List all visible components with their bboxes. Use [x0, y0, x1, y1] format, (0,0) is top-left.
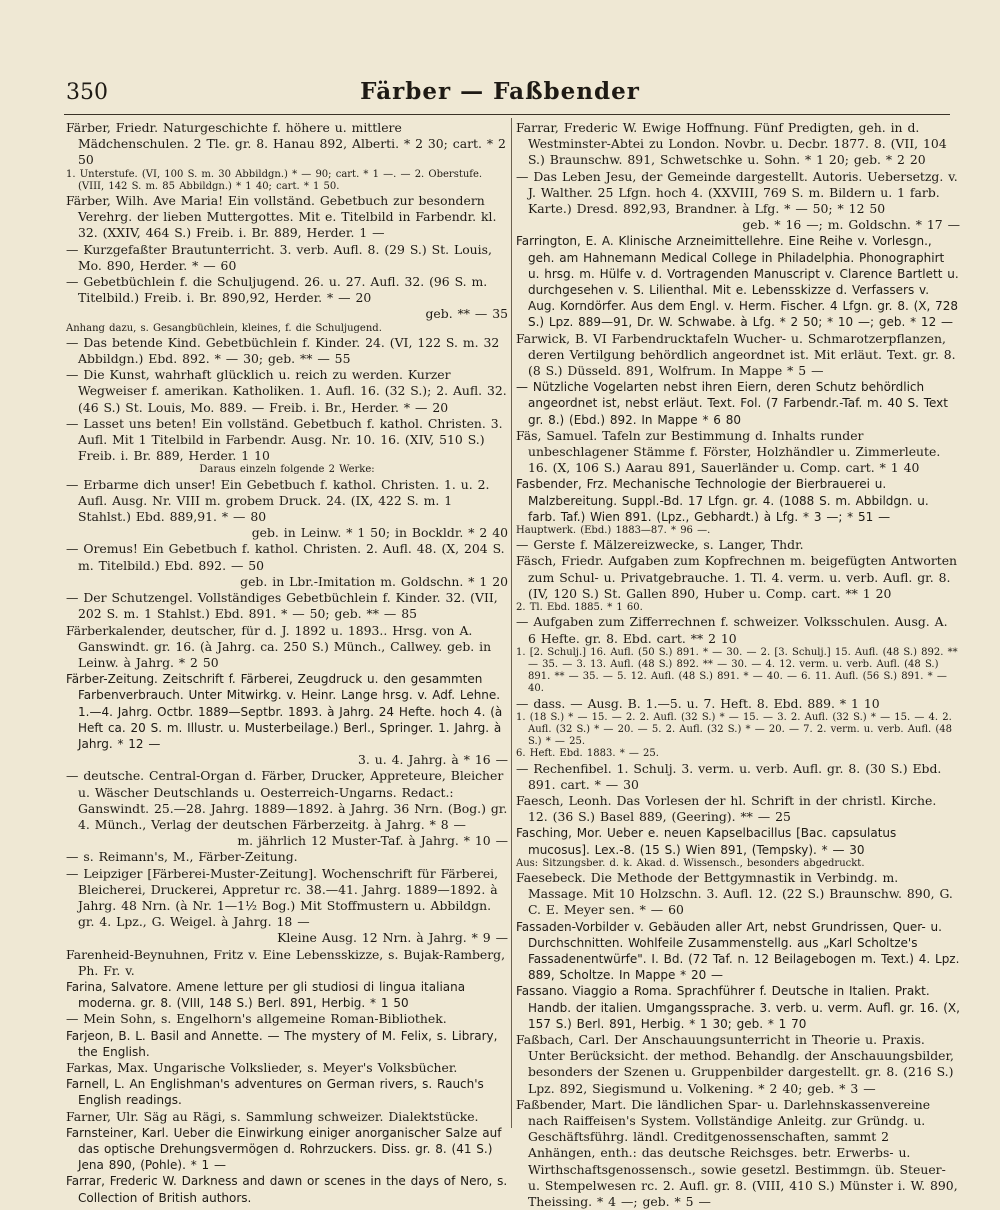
entry: Färber-Zeitung. Zeitschrift f. Färberei, Zeugdruck u. den gesammten Farbenverbrauch. Unter Mitwirkg. v. Heinr. Lange hrsg. v. Adf. Lehne. 1.—4. Jahrg. Octbr. 1889—Septbr. 1893. à Jahrg. 24 Hefte. hoch 4. (à Heft ca. 20 S. m. Illustr. u. Musterbeilage.) Berl., Springer. 1. Jahrg. à Jahrg. * 12 — — [66, 672, 503, 751]
page-number: 350 — [66, 80, 108, 105]
entry: Fasching, Mor. Ueber e. neuen Kapselbacillus [Bac. capsulatus mucosus]. Lex.-8. (15 S.) Wien 891, (Tempsky). * — 30 — [516, 826, 897, 857]
entry: Farkas, Max. Ungarische Volkslieder, s. Meyer's Volksbücher. — [66, 1059, 458, 1075]
entry-note: Hauptwerk. (Ebd.) 1883—87. * 96 —. — [516, 525, 711, 537]
entry: — Der Schutzengel. Vollständiges Gebetbüchlein f. Kinder. 32. (VII, 202 S. m. 1 Stahlst.) Ebd. 891. * — 50; geb. ** — 85 — [66, 590, 498, 622]
entry-note: 2. Tl. Ebd. 1885. * 1 60. — [516, 602, 643, 614]
entry: — s. Reimann's, M., Färber-Zeitung. — [66, 849, 298, 865]
entry-note: 1. [2. Schulj.] 16. Aufl. (50 S.) 891. * — 30. — 2. [3. Schulj.] 15. Aufl. (48 S.) 892. ** — 35. — 3. 13. Aufl. (48 S.) 892. ** — 30. — 4. 12. verm. u. verb. Aufl. (48 S.) 891. ** — 35. — 5. 12. Aufl. (48 S.) 891. * — 40. — 6. 11. Aufl. (56 S.) 891. * — 40. — [516, 646, 958, 695]
entry: — dass. — Ausg. B. 1.—5. u. 7. Heft. 8. Ebd. 889. * 1 10 — [516, 695, 880, 711]
entry-price: Kleine Ausg. 12 Nrn. à Jahrg. * 9 — — [277, 930, 508, 946]
entry-note: 1. Unterstufe. (VI, 100 S. m. 30 Abbildgn.) * — 90; cart. * 1 —. — 2. Oberstufe. (VIII, 142 S. m. 85 Abbildgn.) * 1 40; cart. * 1 50. — [66, 168, 483, 192]
entry: — Die Kunst, wahrhaft glücklich u. reich zu werden. Kurzer Wegweiser f. amerikan. Katholiken. 1. Aufl. 16. (32 S.); 2. Aufl. 32. (46 S.) St. Louis, Mo. 889. — Freib. i. Br., Herder. * — 20 — [66, 367, 507, 415]
entry: Faesebeck. Die Methode der Bettgymnastik in Verbindg. m. Massage. Mit 10 Holzschn. 3. Aufl. 12. (22 S.) Braunschw. 890, G. C. E. Meyer sen. * — 60 — [516, 869, 953, 918]
entry: Faßbach, Carl. Der Anschauungsunterricht in Theorie u. Praxis. Unter Berücksicht. der method. Behandlg. der Anschauungsbilder, besonders der Szenen u. Gruppenbilder dargestellt. gr. 8. (216 S.) Lpz. 892, Siegismund u. Volkening. * 2 40; geb. * 3 — — [516, 1031, 954, 1096]
entry: — Rechenfibel. 1. Schulj. 3. verm. u. verb. Aufl. gr. 8. (30 S.) Ebd. 891. cart. * — 30 — [516, 760, 942, 792]
entry: Färberkalender, deutscher, für d. J. 1892 u. 1893.. Hrsg. von A. Ganswindt. gr. 16. (à Jahrg. ca. 250 S.) Münch., Callwey. geb. in Leinw. à Jahrg. * 2 50 — [66, 622, 492, 670]
entry: Farina, Salvatore. Amene letture per gli studiosi di lingua italiana moderna. gr. 8. (VIII, 148 S.) Berl. 891, Herbig. * 1 50 — [66, 979, 466, 1011]
entry: — Das betende Kind. Gebetbüchlein f. Kinder. 24. (VI, 122 S. m. 32 Abbildgn.) Ebd. 892. * — 30; geb. ** — 55 — [66, 334, 500, 367]
entry-note: Anhang dazu, s. Gesangbüchlein, kleines, f. die Schuljugend. — [66, 322, 382, 334]
entry: Farner, Ulr. Säg au Rägi, s. Sammlung schweizer. Dialektstücke. — [66, 1108, 479, 1124]
entry: Faßbender, Mart. Die ländlichen Spar- u. Darlehnskassenvereine nach Raiffeisen's System. Vollständige Anleitg. zur Gründg. u. Geschäftsführg. ländl. Creditgenossenschaften, sammt 2 Anhängen, enth.: das deutsche Reichsges. betr. Erwerbs- u. Wirthschaftsgenossensch., sowie gesetzl. Bestimmgn. üb. Steuer- u. Stempelwesen rc. 2. Aufl. gr. 8. (VIII, 410 S.) Münster i. W. 890, Theissing. * 4 —; geb. * 5 — — [516, 1096, 958, 1210]
entry: — Erbarme dich unser! Ein Gebetbuch f. kathol. Christen. 1. u. 2. Aufl. Ausg. Nr. VIII m. grobem Druck. 24. (IX, 422 S. m. 1 Stahlst.) Ebd. 889,91. * — 80 — [66, 476, 490, 525]
entry: — Lasset uns beten! Ein vollständ. Gebetbuch f. kathol. Christen. 3. Aufl. Mit 1 Titelbild in Farbendr. Ausg. Nr. 10. 16. (XIV, 510 S.) Freib. i. Br. 889, Herder. 1 10 — [66, 415, 503, 464]
entry: Färber, Wilh. Ave Maria! Ein vollständ. Gebetbuch zur besondern Verehrg. der lieben Muttergottes. Mit e. Titelbild in Farbendr. kl. 32. (XXIV, 464 S.) Freib. i. Br. 889, Herder. 1 — — [66, 193, 497, 241]
entry: Farrar, Frederic W. Darkness and dawn or scenes in the days of Nero, s. Collection of British authors. — [66, 1174, 508, 1205]
entry: Fassano. Viaggio a Roma. Sprachführer f. Deutsche in Italien. Prakt. Handb. der italien. Umgangssprache. 3. verb. u. verm. Aufl. gr. 16. (X, 157 S.) Berl. 891, Herbig. * 1 30; geb. * 1 70 — [516, 984, 960, 1031]
entry: — Aufgaben zum Zifferrechnen f. schweizer. Volksschulen. Ausg. A. 6 Hefte. gr. 8. Ebd. cart. ** 2 10 — [516, 614, 948, 646]
entry-price: geb. in Lbr.-Imitation m. Goldschn. * 1 20 — [240, 573, 508, 589]
entry: — Gebetbüchlein f. die Schuljugend. 26. u. 27. Aufl. 32. (96 S. m. Titelbild.) Freib. i. Br. 890,92, Herder. * — 20 — [66, 274, 488, 306]
entry: Färber, Friedr. Naturgeschichte f. höhere u. mittlere Mädchenschulen. 2 Tle. gr. 8. Hanau 892, Alberti. * 2 30; cart. * 2 50 — [66, 120, 506, 168]
entry: — Leipziger [Färberei-Muster-Zeitung]. Wochenschrift für Färberei, Bleicherei, Druckerei, Appretur rc. 38.—41. Jahrg. 1889—1892. à Jahrg. 48 Nrn. (à Nr. 1—1½ Bog.) Mit Stoffmustern u. Abbildgn. gr. 4. Lpz., G. Weigel. à Jahrg. 18 — — [66, 865, 499, 930]
right-column — [516, 120, 960, 1210]
entry-price: 3. u. 4. Jahrg. à * 16 — — [357, 752, 508, 768]
entry: — Mein Sohn, s. Engelhorn's allgemeine Roman-Bibliothek. — [66, 1011, 447, 1027]
entry: Fäsch, Friedr. Aufgaben zum Kopfrechnen m. beigefügten Antworten zum Schul- u. Privatgebrauche. 1. Tl. 4. verm. u. verb. Aufl. gr. 8. (IV, 120 S.) St. Gallen 890, Huber u. Comp. cart. ** 1 20 — [516, 553, 958, 601]
left-column — [66, 120, 508, 1206]
entry: Farrar, Frederic W. Ewige Hoffnung. Fünf Predigten, geh. in d. Westminster-Abtei zu London. Novbr. u. Decbr. 1877. 8. (VII, 104 S.) Braunschw. 891, Schwetschke u. Sohn. * 1 20; geb. * 2 20 — [516, 120, 947, 168]
entry: Farnsteiner, Karl. Ueber die Einwirkung einiger anorganischer Salze auf das optische Drehungsvermögen d. Rohrzuckers. Diss. gr. 8. (41 S.) Jena 890, (Pohle). * 1 — — [66, 1125, 502, 1173]
entry-note: Aus: Sitzungsber. d. k. Akad. d. Wissensch., besonders abgedruckt. — [516, 857, 865, 869]
entry-price: geb. * 16 —; m. Goldschn. * 17 — — [742, 217, 960, 233]
entry: — Das Leben Jesu, der Gemeinde dargestellt. Autoris. Uebersetzg. v. J. Walther. 25 Lfgn. hoch 4. (XXVIII, 769 S. m. Bildern u. 1 farb. Karte.) Dresd. 892,93, Brandner. à Lfg. * — 50; * 12 50 — [516, 168, 958, 217]
header-rule — [64, 114, 950, 115]
entry: Farenheid-Beynuhnen, Fritz v. Eine Lebensskizze, s. Bujak-Ramberg, Ph. Fr. v. — [66, 946, 506, 978]
entry-price: geb. ** — 35 — [425, 306, 508, 322]
entry: — Gerste f. Mälzereizwecke, s. Langer, Thdr. — [516, 537, 804, 553]
entry: Fäs, Samuel. Tafeln zur Bestimmung d. Inhalts runder unbeschlagener Stämme f. Förster, Holzhändler u. Zimmerleute. 16. (X, 106 S.) Aarau 891, Sauerländer u. Comp. cart. * 1 40 — [516, 427, 941, 476]
entry-note: 6. Heft. Ebd. 1883. * — 25. — [516, 748, 659, 760]
entry-price: geb. in Leinw. * 1 50; in Bockldr. * 2 40 — [251, 525, 508, 541]
entry-note: 1. (18 S.) * — 15. — 2. 2. Aufl. (32 S.) * — 15. — 3. 2. Aufl. (32 S.) * — 15. — 4. 2. Aufl. (32 S.) * — 20. — 5. 2. Aufl. (32 S.) * — 20. — 7. 2. verm. u. verb. Aufl. (48 S.) * — 25. — [516, 711, 953, 748]
entry: — deutsche. Central-Organ d. Färber, Drucker, Appreteure, Bleicher u. Wäscher Deutschlands u. Oesterreich-Ungarns. Redact.: Ganswindt. 25.—28. Jahrg. 1889—1892. à Jahrg. 36 Nrn. (Bog.) gr. 4. Münch., Verlag der deutschen Färberzeitg. à Jahrg. * 8 — — [66, 768, 508, 832]
entry: — Nützliche Vogelarten nebst ihren Eiern, deren Schutz behördlich angeordnet ist, nebst erläut. Text. Fol. (7 Farbendr.-Taf. m. 40 S. Text gr. 8.) (Ebd.) 892. In Mappe * 6 80 — [516, 380, 948, 427]
entry: Fassaden-Vorbilder v. Gebäuden aller Art, nebst Grundrissen, Quer- u. Durchschnitten. Wohlfeile Zusammenstellg. aus „Karl Scholtze's Fassadenentwürfe". I. Bd. (72 Taf. n. 12 Beilagebogen m. Text.) 4. Lpz. 889, Scholtze. In Mappe * 20 — — [516, 919, 960, 983]
entry: — Oremus! Ein Gebetbuch f. kathol. Christen. 2. Aufl. 48. (X, 204 S. m. Titelbild.) Ebd. 892. — 50 — [66, 541, 505, 573]
entry: Faesch, Leonh. Das Vorlesen der hl. Schrift in der christl. Kirche. 12. (36 S.) Basel 889, (Geering). ** — 25 — [516, 792, 937, 825]
entry: Fasbender, Frz. Mechanische Technologie der Bierbrauerei u. Malzbereitung. Suppl.-Bd. 17 Lfgn. gr. 4. (1088 S. m. Abbildgn. u. farb. Taf.) Wien 891. (Lpz., Gebhardt.) à Lfg. * 3 —; * 51 — — [516, 477, 929, 524]
page-title: Färber — Faßbender — [360, 78, 640, 105]
column-divider — [511, 118, 512, 1128]
entry-price: m. jährlich 12 Muster-Taf. à Jahrg. * 10 — — [237, 833, 508, 849]
entry: Farwick, B. VI Farbendrucktafeln Wucher- u. Schmarotzerpflanzen, deren Vertilgung behördlich angeordnet ist. Mit erläut. Text. gr. 8. (8 S.) Düsseld. 891, Wolfrum. In Mappe * 5 — — [516, 330, 956, 379]
entry: Farnell, L. An Englishman's adventures on German rivers, s. Rauch's English readings. — [66, 1077, 484, 1108]
entry: Farrington, E. A. Klinische Arzneimittellehre. Eine Reihe v. Vorlesgn., geh. am Hahnemann Medical College in Philadelphia. Phonographirt u. hrsg. m. Hülfe v. d. Vortragenden Manuscript v. Clarence Bartlett u. durchgesehen v. S. Lilienthal. Mit e. Lebensskizze d. Verfassers v. Aug. Korndörfer. Aus dem Engl. v. Herm. Fischer. 4 Lfgn. gr. 8. (X, 728 S.) Lpz. 889—91, Dr. W. Schwabe. à Lfg. * 2 50; * 10 —; geb. * 12 — — [516, 234, 959, 330]
entry: Farjeon, B. L. Basil and Annette. — The mystery of M. Felix, s. Library, the English. — [66, 1028, 498, 1059]
entry-note: Daraus einzeln folgende 2 Werke: — [199, 464, 375, 476]
entry: — Kurzgefaßter Brautunterricht. 3. verb. Aufl. 8. (29 S.) St. Louis, Mo. 890, Herder. * — 60 — [66, 241, 492, 273]
